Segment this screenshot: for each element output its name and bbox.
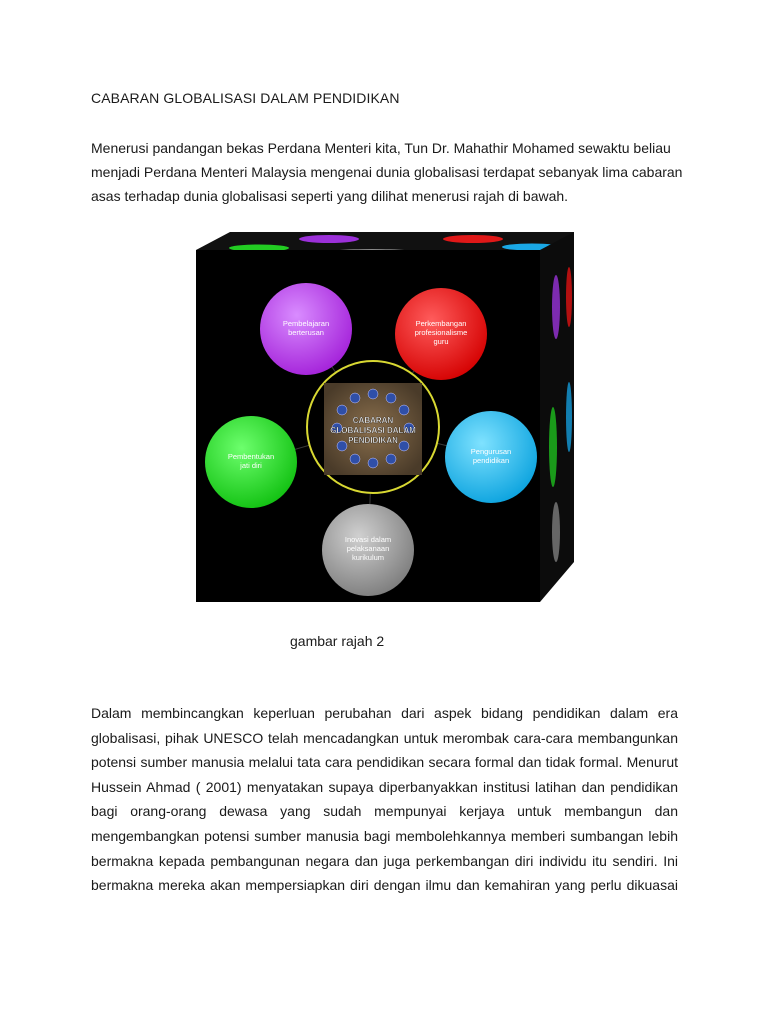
center-label-line: GLOBALISASI DALAM: [330, 426, 416, 435]
figure-caption: gambar rajah 2: [290, 633, 385, 649]
document-title: CABARAN GLOBALISASI DALAM PENDIDIKAN: [91, 90, 400, 106]
body-line: potensi sumber manusia melalui tata cara pendidikan secara formal dan tidak formal. Menurut: [91, 754, 678, 771]
body-line: globalisasi, pihak UNESCO telah mencadangkan untuk merombak cara-cara membangunkan: [91, 729, 678, 746]
diagram-figure: [196, 232, 576, 602]
node-label-line: Pembelajaran: [282, 319, 330, 328]
body-line: bagi orang-orang dewasa yang sudah mempunyai kerjaya untuk membangun dan: [91, 803, 678, 820]
node-perkembangan: [395, 288, 487, 380]
node-label-line: Inovasi dalam: [344, 535, 392, 544]
node-label-line: Perkembangan: [415, 319, 467, 328]
intro-line: asas terhadap dunia globalisasi seperti yang dilihat menerusi rajah di bawah.: [91, 188, 569, 204]
node-pengurusan: [445, 411, 537, 503]
center-label-line: CABARAN: [352, 416, 394, 425]
node-label-line: kurikulum: [351, 553, 385, 562]
node-pembelajaran: [260, 283, 352, 375]
body-line: Dalam membincangkan keperluan perubahan dari aspek bidang pendidikan dalam era: [91, 705, 678, 721]
intro-paragraph: [91, 136, 681, 208]
intro-line: Menerusi pandangan bekas Perdana Menteri kita, Tun Dr. Mahathir Mohamed sewaktu beliau: [91, 140, 671, 156]
body-line: bermakna kepada pembangunan negara dan juga perkembangan diri individu itu sendiri. Ini: [91, 852, 678, 869]
body-line: Hussein Ahmad ( 2001) menyatakan supaya diperbanyakkan institusi latihan dan pendidikan: [91, 778, 678, 795]
node-label-line: Pengurusan: [470, 447, 512, 456]
node-label-line: Pembentukan: [227, 452, 275, 461]
node-inovasi: [322, 504, 414, 596]
body-line: bermakna mereka akan mempersiapkan diri dengan ilmu dan kemahiran yang perlu dikuasai: [91, 877, 678, 894]
node-label-line: berterusan: [288, 328, 324, 337]
intro-line: menjadi Perdana Menteri Malaysia mengenai dunia globalisasi terdapat sebanyak lima cabaran: [91, 164, 683, 180]
node-label-line: pelaksanaan: [346, 544, 390, 553]
node-label-line: profesionalisme: [414, 328, 468, 337]
cube-diagram: [196, 232, 576, 602]
body-line: mengembangkan potensi sumber manusia bagi membolehkannya memberi sumbangan lebih: [91, 827, 678, 844]
node-label-line: guru: [433, 337, 449, 346]
node-pembentukan: [205, 416, 297, 508]
center-label-line: PENDIDIKAN: [348, 436, 398, 445]
body-paragraph: [91, 701, 678, 898]
node-label-line: pendidikan: [472, 456, 510, 465]
node-label-line: jati diri: [240, 461, 262, 470]
